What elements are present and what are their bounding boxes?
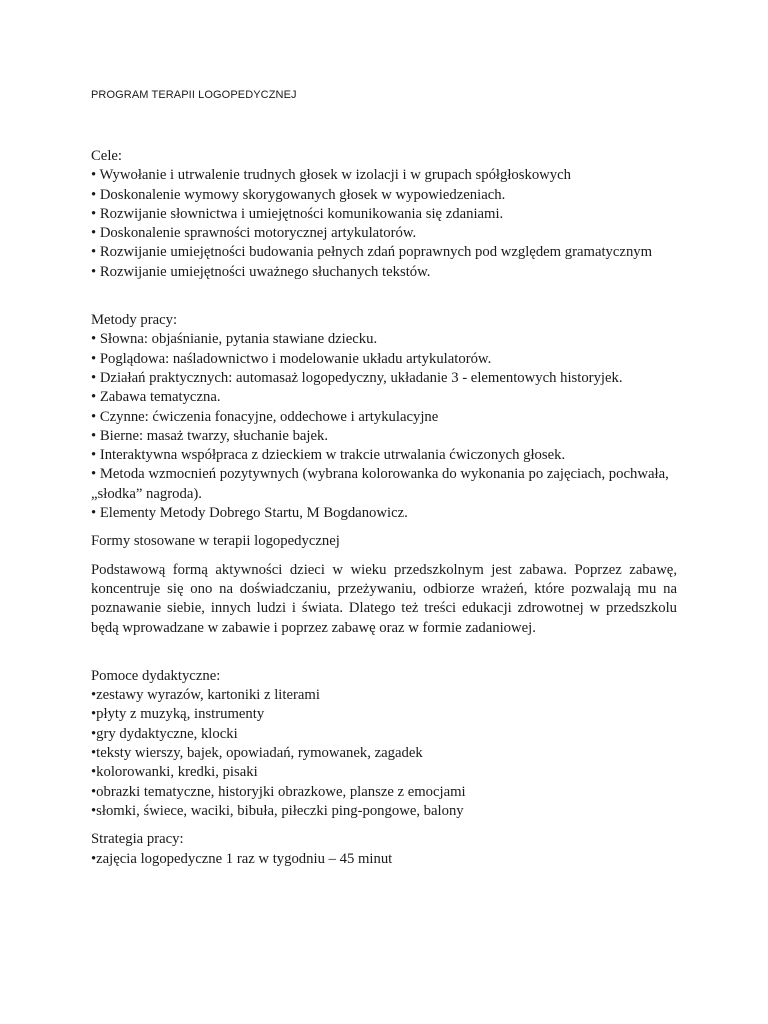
pomoce-item: •teksty wierszy, bajek, opowiadań, rymowanek, zagadek [91, 745, 423, 762]
metody-item: • Interaktywna współpraca z dzieckiem w trakcie utrwalania ćwiczonych głosek. [91, 447, 566, 464]
cele-item: • Rozwijanie umiejętności budowania pełnych zdań poprawnych pod względem gramatycznym [91, 244, 653, 261]
pomoce-item: •zestawy wyrazów, kartoniki z literami [91, 687, 320, 704]
pomoce-heading: Pomoce dydaktyczne: [91, 667, 221, 684]
document-title: PROGRAM TERAPII LOGOPEDYCZNEJ [91, 89, 297, 101]
formy-heading: Formy stosowane w terapii logopedycznej [91, 533, 340, 550]
metody-item: • Działań praktycznych: automasaż logopedyczny, układanie 3 - elementowych historyjek. [91, 369, 623, 386]
strategia-section [91, 830, 677, 869]
formy-section [91, 532, 677, 637]
pomoce-item: •gry dydaktyczne, klocki [91, 725, 238, 742]
metody-item: • Elementy Metody Dobrego Startu, M Bogdanowicz. [91, 505, 408, 522]
metody-item: • Słowna: objaśnianie, pytania stawiane dziecku. [91, 331, 378, 348]
metody-item: • Bierne: masaż twarzy, słuchanie bajek. [91, 427, 329, 444]
cele-heading: Cele: [91, 148, 122, 164]
pomoce-item: •kolorowanki, kredki, pisaki [91, 764, 258, 781]
cele-item: • Rozwijanie słownictwa i umiejętności komunikowania się zdaniami. [91, 205, 504, 222]
pomoce-section [91, 667, 677, 821]
formy-paragraph: Podstawową formą aktywności dzieci w wieku przedszkolnym jest zabawa. Poprzez zabawę, koncentruje się ono na doświadczaniu, przeżywaniu, odbiorze wrażeń, które pozwalają mu na poznawanie siebie, innych ludzi i świata. Dlatego też treści edukacji zdrowotnej w przedszkolu będą wprowadzane w zabawie i poprzez zabawę oraz w formie zadaniowej. [91, 561, 677, 636]
strategia-heading: Strategia pracy: [91, 831, 184, 848]
metody-section [91, 311, 677, 523]
metody-heading: Metody pracy: [91, 312, 178, 329]
pomoce-item: •obrazki tematyczne, historyjki obrazkowe, plansze z emocjami [91, 783, 466, 800]
cele-item: • Wywołanie i utrwalenie trudnych głosek w izolacji i w grupach spółgłoskowych [91, 167, 571, 184]
cele-item: • Doskonalenie wymowy skorygowanych głosek w wypowiedzeniach. [91, 186, 506, 203]
strategia-item: •zajęcia logopedyczne 1 raz w tygodniu – 45 minut [91, 850, 393, 867]
metody-item: • Czynne: ćwiczenia fonacyjne, oddechowe i artykulacyjne [91, 408, 439, 425]
document-body [91, 147, 677, 869]
pomoce-item: •płyty z muzyką, instrumenty [91, 706, 265, 723]
metody-item: • Poglądowa: naśladownictwo i modelowanie układu artykulatorów. [91, 350, 492, 367]
metody-item: • Metoda wzmocnień pozytywnych (wybrana kolorowanka do wykonania po zajęciach, pochwała, „słodka” nagroda). [91, 466, 669, 502]
pomoce-item: •słomki, świece, waciki, bibuła, piłeczki ping-pongowe, balony [91, 802, 464, 819]
metody-item: • Zabawa tematyczna. [91, 389, 221, 406]
cele-item: • Doskonalenie sprawności motorycznej artykulatorów. [91, 225, 417, 242]
cele-item: • Rozwijanie umiejętności uważnego słuchanych tekstów. [91, 263, 431, 280]
cele-section [91, 147, 677, 282]
